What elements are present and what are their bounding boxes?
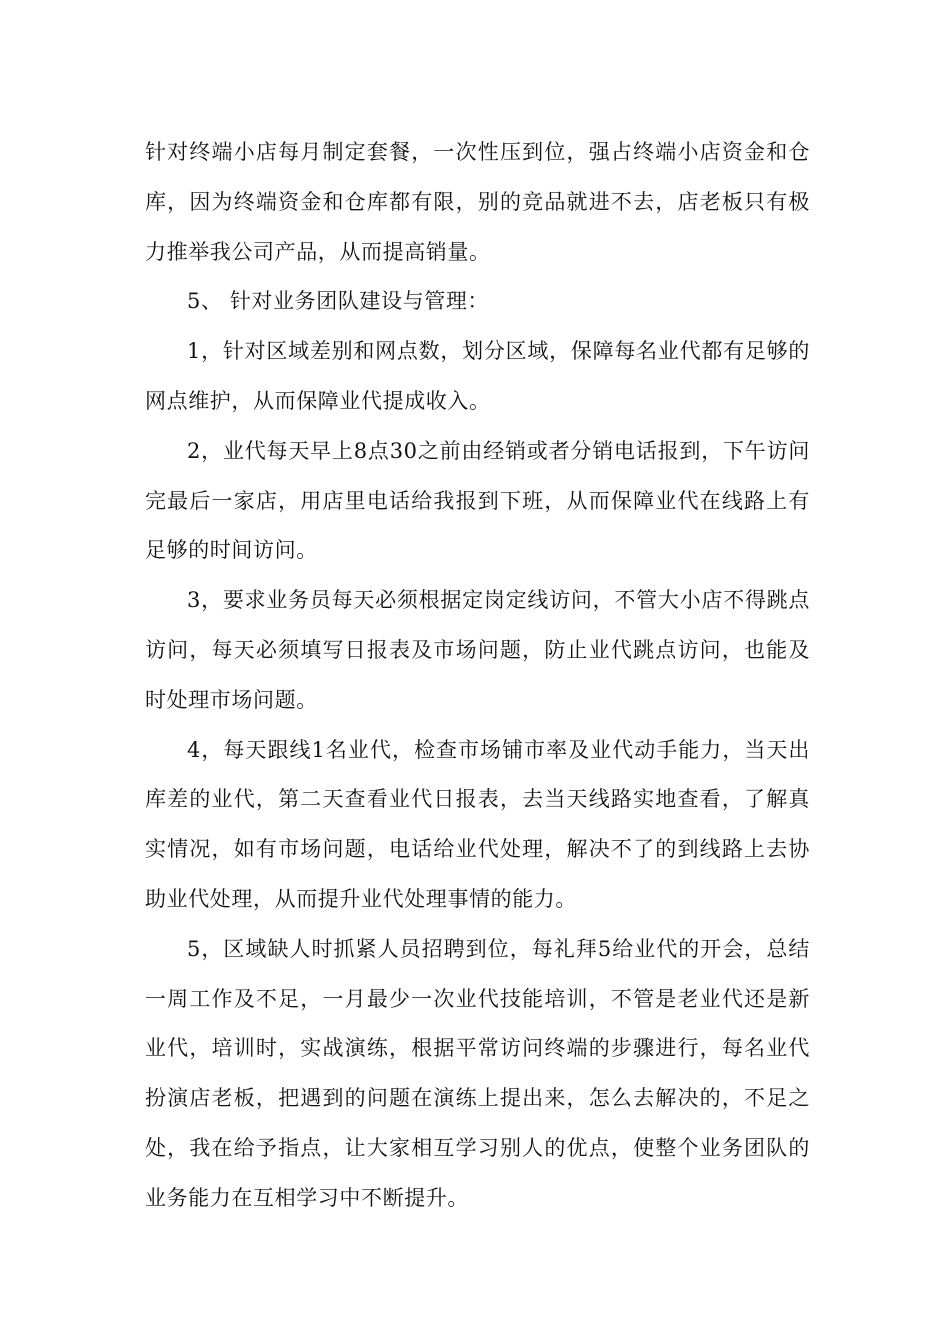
paragraph-item-5: 5，区域缺人时抓紧人员招聘到位，每礼拜5给业代的开会，总结一周工作及不足，一月最少一次业代技能培训，不管是老业代还是新业代，培训时，实战演练，根据平常访问终端的步骤进行，每名业代扮演店老板，把遇到的问题在演练上提出来，怎么去解决的，不足之处，我在给予指点，让大家相互学习别人的优点，使整个业务团队的业务能力在互相学习中不断提升。 — [145, 936, 810, 1210]
paragraph-item-2: 2，业代每天早上8点30之前由经销或者分销电话报到，下午访问完最后一家店，用店里电话给我报到下班，从而保障业代在线路上有足够的时间访问。 — [145, 438, 810, 563]
paragraph-item-1: 1，针对区域差别和网点数，划分区域，保障每名业代都有足够的网点维护，从而保障业代提成收入。 — [145, 339, 810, 413]
paragraph-item-4: 4，每天跟线1名业代，检查市场铺市率及业代动手能力，当天出库差的业代，第二天查看业代日报表，去当天线路实地查看，了解真实情况，如有市场问题，电话给业代处理，解决不了的到线路上去协助业代处理，从而提升业代处理事情的能力。 — [145, 737, 810, 911]
document-body — [145, 128, 810, 1224]
paragraph-item-3: 3，要求业务员每天必须根据定岗定线访问，不管大小店不得跳点访问，每天必须填写日报表及市场问题，防止业代跳点访问，也能及时处理市场问题。 — [145, 588, 810, 712]
section-heading: 5、 针对业务团队建设与管理： — [187, 289, 490, 314]
paragraph-continuation: 针对终端小店每月制定套餐，一次性压到位，强占终端小店资金和仓库，因为终端资金和仓库都有限，别的竞品就进不去，店老板只有极力推举我公司产品，从而提高销量。 — [145, 140, 810, 264]
